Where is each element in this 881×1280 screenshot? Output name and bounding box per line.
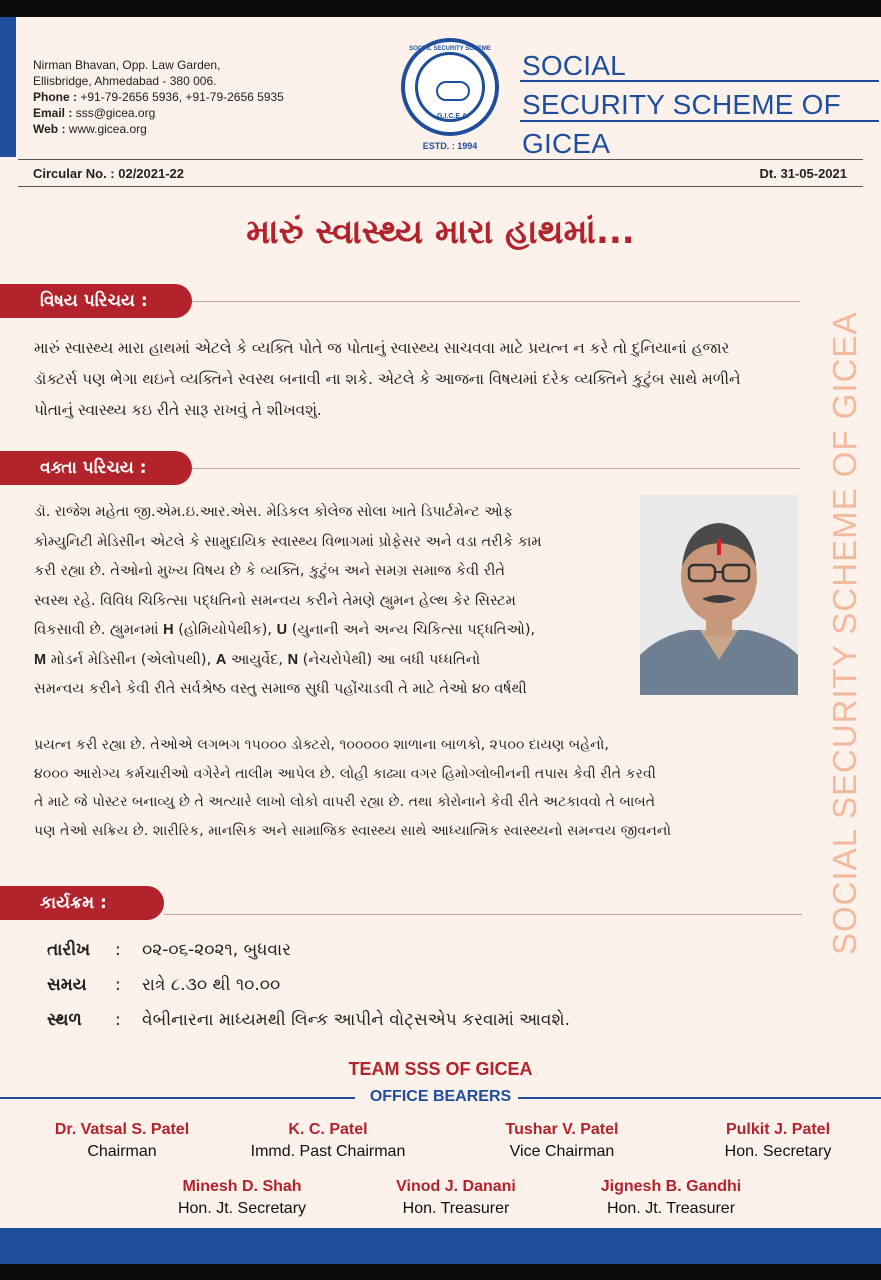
member-name: Vinod J. Danani	[396, 1178, 516, 1195]
speaker-line-6-a: મોડર્ન મેડિસીન (એલોપથી),	[46, 651, 216, 668]
member-role: Hon. Treasurer	[402, 1200, 510, 1217]
program-venue-value: વેબીનારના માધ્યમથી લિન્ક આપીને વોટ્સએપ કરવામાં આવશે.	[142, 1010, 571, 1030]
logo-abbreviation: G.I.C.E.A.	[437, 113, 469, 120]
program-section-rule	[164, 914, 802, 915]
program-date-label: તારીખ	[47, 940, 91, 960]
member-name: Jignesh B. Gandhi	[600, 1178, 742, 1195]
speaker-line-8: પ્રયત્ન કરી રહ્યા છે. તેઓએ લગભગ ૧૫૦૦૦ ડોક્ટરો, ૧૦૦૦૦૦ શાળાના બાળકો, ૨૫૦૦ દાયણ બહેનો,	[34, 737, 609, 753]
program-date-value: ૦૨-૦૬-૨૦૨૧, બુધવાર	[142, 940, 291, 960]
speaker-paragraph-cont	[34, 731, 671, 845]
speaker-line-5	[34, 616, 542, 646]
org-title-line-1: SOCIAL	[522, 50, 626, 81]
top-bar	[0, 0, 881, 17]
established-year: ESTD. : 1994	[422, 141, 478, 151]
member-name: Minesh D. Shah	[182, 1178, 302, 1195]
email-value: sss@gicea.org	[75, 106, 156, 120]
contact-address	[33, 57, 284, 137]
topic-section-rule	[192, 301, 800, 302]
left-accent-bar	[0, 17, 16, 157]
speaker-line-6-b: આયુર્વેદ,	[226, 651, 288, 668]
member-name: Pulkit J. Patel	[725, 1121, 831, 1138]
member-past-chairman	[222, 1119, 434, 1163]
speaker-line-9: ૪૦૦૦ આરોગ્ય કર્મચારીઓ વગેરેને તાલીમ આપેલ છે. લોહી કાઢ્યા વગર હિમોગ્લોબીનની તપાસ કેવી રીતે કરવી	[34, 765, 656, 782]
member-treasurer	[356, 1176, 556, 1220]
program-time-value: રાત્રે ૮.૩૦ થી ૧૦.૦૦	[142, 975, 281, 995]
bottom-bar	[0, 1264, 881, 1280]
speaker-line-11: પણ તેઓ સક્રિય છે. શારીરિક, માનસિક અને સામાજિક સ્વાસ્થ્ય સાથે આધ્યાત્મિક સ્વાસ્થ્યનો સમન્વય જીવનનો	[34, 822, 672, 839]
people-icon	[436, 81, 470, 101]
program-section-tag: કાર્યક્રમ :	[0, 886, 164, 920]
speaker-section-rule	[192, 468, 800, 469]
letter-h: H	[163, 622, 174, 638]
member-vice-chairman	[462, 1119, 662, 1163]
member-chairman	[22, 1119, 222, 1163]
program-venue-label: સ્થળ	[47, 1010, 82, 1030]
org-title	[522, 46, 841, 163]
member-name: Dr. Vatsal S. Patel	[54, 1121, 190, 1138]
speaker-line-5-c: (યુનાની અને અન્ય ચિકિત્સા પદ્ધતિઓ),	[287, 622, 536, 638]
speaker-line-5-a: વિકસાવી છે. હ્યુમનમાં	[34, 622, 164, 638]
speaker-line-4: સ્વસ્થ રહે. વિવિધ ચિકિત્સા પદ્ધતિનો સમન્વય કરીને તેમણે હ્યુમન હેલ્થ કેર સિસ્ટમ	[34, 592, 516, 609]
circular-date: Dt. 31-05-2021	[759, 166, 847, 181]
member-role: Chairman	[87, 1143, 157, 1160]
member-name: Tushar V. Patel	[505, 1121, 619, 1138]
letter-a: A	[215, 651, 227, 668]
team-title: TEAM SSS OF GICEA	[348, 1059, 533, 1079]
speaker-section-tag: વક્તા પરિચય :	[0, 451, 192, 485]
phone-line	[33, 89, 284, 105]
member-jt-treasurer	[566, 1176, 776, 1220]
web-line	[33, 121, 284, 137]
member-role: Immd. Past Chairman	[250, 1143, 406, 1160]
member-secretary	[678, 1119, 878, 1163]
circular-number: Circular No. : 02/2021-22	[33, 166, 185, 181]
member-role: Hon. Jt. Treasurer	[606, 1200, 736, 1217]
footer-bar	[0, 1228, 881, 1264]
letter-n: N	[287, 651, 299, 668]
web-value: www.gicea.org	[68, 122, 147, 136]
member-role: Hon. Secretary	[724, 1143, 832, 1160]
portrait-illustration	[640, 495, 798, 695]
office-bearers-title: OFFICE BEARERS	[369, 1088, 512, 1105]
web-label: Web :	[33, 122, 66, 136]
program-venue-sep: :	[115, 1010, 121, 1030]
circular-rule-bottom	[18, 186, 863, 187]
speaker-line-10: તે માટે જે પોસ્ટર બનાવ્યુ છે તે અત્યારે લાખો લોકો વાપરી રહ્યા છે. તથા કોરોનાને કેવી રીતે અટકાવવો તે બાબતે	[34, 794, 656, 810]
address-line-1: Nirman Bhavan, Opp. Law Garden,	[33, 58, 221, 72]
topic-line-2: ડૉક્ટર્સ પણ ભેગા થઇને વ્યક્તિને સ્વસ્થ બનાવી ના શકે. એટલે કે આજના વિષયમાં દરેક વ્યક્તિને કુટુંબ સાથે મળીને	[34, 370, 741, 388]
email-label: Email :	[33, 106, 73, 120]
phone-value: +91-79-2656 5936, +91-79-2656 5935	[80, 90, 284, 104]
topic-section-tag: વિષય પરિચય :	[0, 284, 192, 318]
speaker-line-7: સમન્વય કરીને કેવી રીતે સર્વશ્રેષ્ઠ વસ્તુ સમાજ સુધી પહોંચાડવી તે માટે તેઓ ૪૦ વર્ષથી	[34, 681, 527, 697]
circular-rule-top	[18, 159, 863, 160]
vertical-org-text: SOCIAL SECURITY SCHEME OF GICEA	[826, 311, 863, 955]
speaker-line-5-b: (હોમિયોપેથીક),	[173, 622, 277, 638]
member-jt-secretary	[142, 1176, 342, 1220]
logo-inner-ring	[415, 52, 485, 122]
speaker-photo	[640, 495, 798, 695]
topic-line-3: પોતાનું સ્વાસ્થ્ય કઇ રીતે સારૂ રાખવું તે શીખવશું.	[34, 401, 322, 419]
speaker-paragraph	[34, 498, 542, 705]
logo-ring-text: SOCIAL SECURITY SCHEME	[409, 46, 491, 52]
email-line	[33, 105, 284, 121]
letter-m: M	[34, 651, 47, 668]
gicea-logo	[401, 38, 499, 136]
org-title-line-3: GICEA	[522, 128, 611, 159]
member-role: Vice Chairman	[509, 1143, 615, 1160]
speaker-line-1: ડૉ. રાજેશ મહેતા જી.એમ.ઇ.આર.એસ. મેડિકલ કોલેજ સોલા ખાતે ડિપાર્ટમેન્ટ ઓફ	[34, 504, 514, 520]
program-time-label: સમય	[47, 975, 87, 995]
topic-line-1: મારું સ્વાસ્થ્ય મારા હાથમાં એટલે કે વ્યક્તિ પોતે જ પોતાનું સ્વાસ્થ્ય સાચવવા માટે પ્રયત્ન ન કરે તો દુનિયાનાં હજાર	[34, 339, 730, 357]
org-title-line-2: SECURITY SCHEME OF	[522, 89, 841, 120]
member-role: Hon. Jt. Secretary	[177, 1200, 307, 1217]
speaker-line-6-c: (નેચરોપેથી) આ બધી પધ્ધતિનો	[298, 651, 481, 668]
speaker-line-2: કોમ્યુનિટી મેડિસીન એટલે કે સામુદાયિક સ્વાસ્થ્ય વિભાગમાં પ્રોફેસર અને વડા તરીકે કામ	[34, 533, 542, 550]
program-time-sep: :	[115, 975, 121, 995]
program-date-sep: :	[115, 940, 121, 960]
phone-label: Phone :	[33, 90, 77, 104]
member-name: K. C. Patel	[288, 1121, 368, 1138]
speaker-line-3: કરી રહ્યા છે. તેઓનો મુખ્ય વિષય છે કે વ્યક્તિ, કુટુંબ અને સમગ્ર સમાજ કેવી રીતે	[34, 563, 506, 579]
letter-u: U	[276, 622, 288, 638]
address-line-2: Ellisbridge, Ahmedabad - 380 006.	[33, 74, 217, 88]
topic-paragraph	[34, 333, 740, 426]
page-title: મારું સ્વાસ્થ્ય મારા હાથમાં...	[246, 212, 635, 252]
speaker-line-6	[34, 646, 542, 676]
